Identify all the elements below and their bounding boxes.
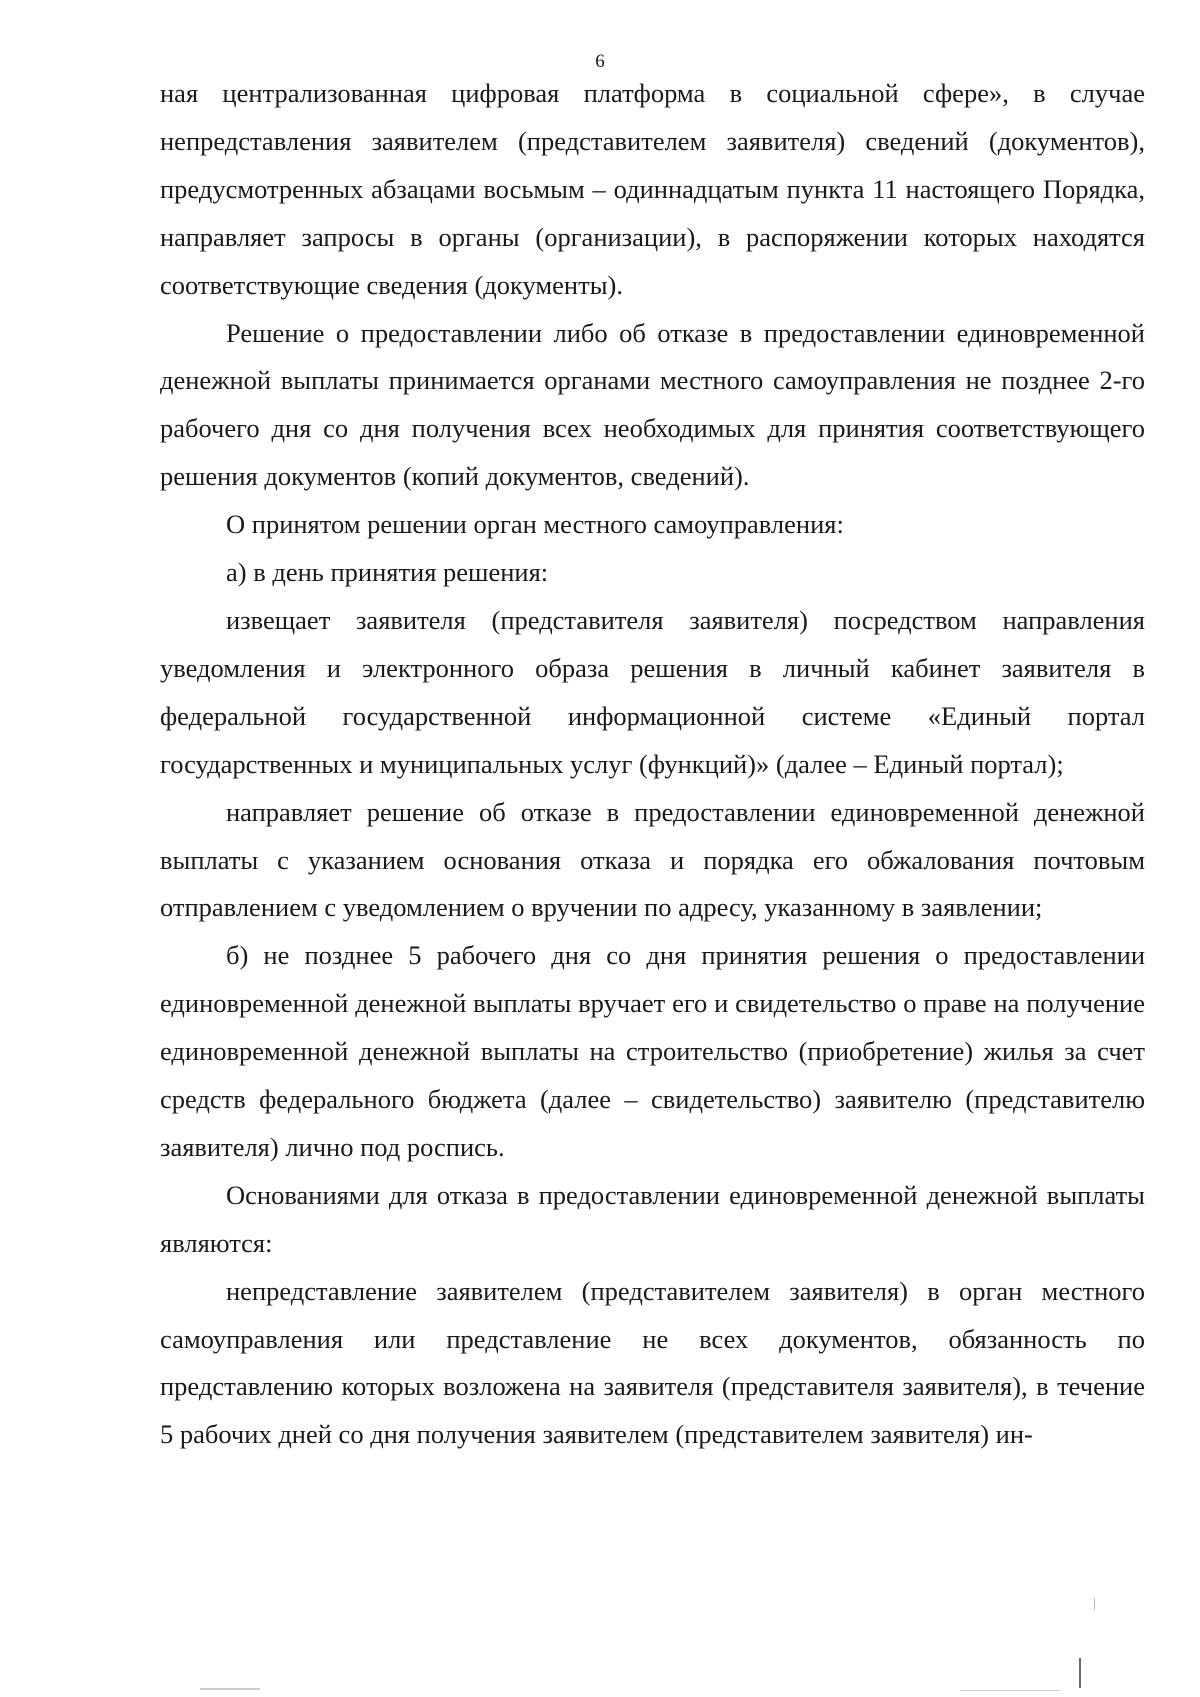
paragraph-refusal-grounds: Основаниями для отказа в предоставлении единовременной денежной выплаты являются: <box>160 1179 1145 1258</box>
scan-mark <box>1079 1658 1081 1688</box>
paragraph-item-a-notify: извещает заявителя (представителя заявителя) посредством направления уведомления и электронного образа решения в личный кабинет заявителя в федеральной государственной информационной системе «Единый портал государственных и муниципальных услуг (функций)» (далее – Единый портал); <box>160 604 1145 779</box>
paragraph-item-a-refusal: направляет решение об отказе в предоставлении единовременной денежной выплаты с указанием основания отказа и порядка его обжалования почтовым отправлением с уведомлением о вручении по адресу, указанному в заявлении; <box>160 796 1145 923</box>
paragraph-item-b: б) не позднее 5 рабочего дня со дня принятия решения о предоставлении единовременной денежной выплаты вручает его и свидетельство о праве на получение единовременной денежной выплаты на строительство (приобретение) жилья за счет средств федерального бюджета (далее – свидетельство) заявителю (представителю заявителя) лично под роспись. <box>160 940 1145 1162</box>
paragraph-item-a: а) в день принятия решения: <box>226 557 549 588</box>
scan-mark <box>1094 1598 1095 1610</box>
paragraph-refusal-ground-1: непредставление заявителем (представителем заявителя) в орган местного самоуправления или представление не всех документов, обязанность по представлению которых возложена на заявителя (представителя заявителя), в течение 5 рабочих дней со дня получения заявителем (представителем заявителя) ин- <box>160 1275 1145 1450</box>
paragraph-notification-intro: О принятом решении орган местного самоуправления: <box>226 509 844 540</box>
page-number: 6 <box>595 51 605 72</box>
scan-mark <box>200 1688 260 1690</box>
scan-mark <box>960 1690 1060 1691</box>
paragraph-continuation: ная централизованная цифровая платформа в социальной сфере», в случае непредставления заявителем (представителем заявителя) сведений (документов), предусмотренных абзацами восьмым – одиннадцатым пункта 11 настоящего Порядка, направляет запросы в органы (организации), в распоряжении которых находятся соответствующие сведения (документы). <box>160 78 1145 300</box>
paragraph-decision: Решение о предоставлении либо об отказе в предоставлении единовременной денежной выплаты принимается органами местного самоуправления не позднее 2-го рабочего дня со дня получения всех необходимых для принятия соответствующего решения документов (копий документов, сведений). <box>160 317 1145 492</box>
document-body <box>160 70 1145 1459</box>
